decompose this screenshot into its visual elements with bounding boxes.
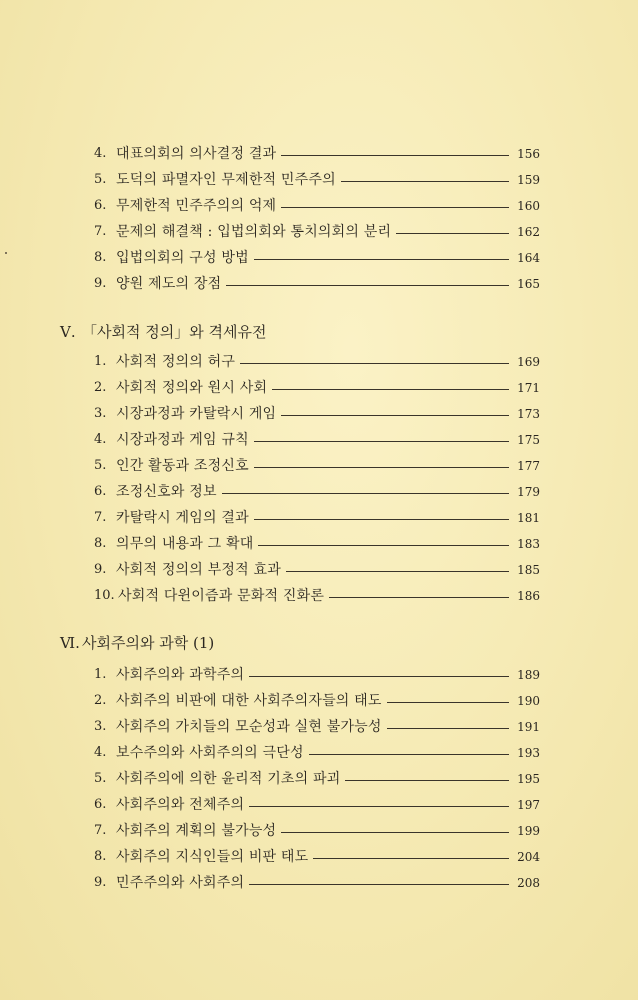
entry-number: 6.	[94, 198, 107, 213]
entry-title: 카탈락시 게임의 결과	[116, 510, 249, 526]
entry-page-number: 171	[517, 381, 540, 395]
entry-page-number: 164	[517, 251, 540, 265]
toc-entry[interactable]	[94, 740, 540, 766]
entry-number: 5.	[94, 172, 107, 187]
entry-number: 9.	[94, 875, 107, 890]
toc-entry[interactable]	[94, 193, 540, 219]
entry-page-number: 165	[517, 277, 540, 291]
entry-title: 대표의회의 의사결정 결과	[116, 146, 277, 162]
entry-page-number: 197	[517, 798, 540, 812]
toc-entry[interactable]	[94, 557, 540, 583]
dot-leader	[313, 858, 509, 859]
entry-title: 사회주의 지식인들의 비판 태도	[116, 849, 309, 865]
entry-title: 사회주의와 전체주의	[116, 797, 245, 813]
toc-entry[interactable]	[94, 505, 540, 531]
entry-page-number: 162	[517, 225, 540, 239]
entry-page-number: 179	[517, 485, 540, 499]
toc-entry[interactable]	[94, 141, 540, 167]
toc-entry[interactable]	[94, 662, 540, 688]
toc-entry[interactable]	[94, 167, 540, 193]
toc-entry[interactable]	[94, 870, 540, 896]
entry-number: 1.	[94, 667, 107, 682]
dot-leader	[272, 389, 509, 390]
section-title: 사회주의와 과학 (1)	[82, 634, 215, 652]
entry-page-number: 186	[517, 589, 540, 603]
entry-title: 조정신호와 정보	[116, 484, 217, 500]
entry-number: 4.	[94, 432, 107, 447]
entry-page-number: 195	[517, 772, 540, 786]
entry-number: 7.	[94, 510, 107, 525]
toc-entry[interactable]	[94, 219, 540, 245]
toc-entry[interactable]	[94, 375, 540, 401]
entry-title: 민주주의와 사회주의	[116, 875, 245, 891]
entry-title: 사회주의 비판에 대한 사회주의자들의 태도	[116, 693, 382, 709]
toc-entry[interactable]	[94, 349, 540, 375]
table-of-contents	[60, 141, 540, 896]
dot-leader	[396, 233, 509, 234]
entry-title: 사회적 다윈이즘과 문화적 진화론	[118, 588, 325, 604]
entry-title: 사회주의에 의한 윤리적 기초의 파괴	[116, 771, 341, 787]
dot-leader	[249, 806, 509, 807]
margin-speck	[5, 252, 7, 254]
dot-leader	[249, 676, 509, 677]
toc-entry[interactable]	[94, 766, 540, 792]
toc-entry[interactable]	[94, 844, 540, 870]
dot-leader	[254, 441, 509, 442]
dot-leader	[281, 832, 509, 833]
entry-number: 3.	[94, 406, 107, 421]
entry-title: 도덕의 파멸자인 무제한적 민주주의	[116, 172, 336, 188]
entry-title: 보수주의와 사회주의의 극단성	[116, 745, 304, 761]
toc-entry[interactable]	[94, 531, 540, 557]
toc-entry[interactable]	[94, 818, 540, 844]
entry-number: 6.	[94, 797, 107, 812]
entry-number: 7.	[94, 224, 107, 239]
dot-leader	[226, 285, 509, 286]
entry-page-number: 208	[517, 876, 540, 890]
dot-leader	[222, 493, 509, 494]
entry-page-number: 156	[517, 147, 540, 161]
entry-number: 5.	[94, 458, 107, 473]
dot-leader	[254, 467, 509, 468]
entry-page-number: 189	[517, 668, 540, 682]
entry-page-number: 190	[517, 694, 540, 708]
entry-number: 6.	[94, 484, 107, 499]
toc-entry[interactable]	[94, 271, 540, 297]
entry-page-number: 173	[517, 407, 540, 421]
section-heading-v[interactable]	[60, 319, 540, 345]
entry-number: 9.	[94, 562, 107, 577]
toc-entry[interactable]	[94, 714, 540, 740]
dot-leader	[249, 884, 509, 885]
toc-entry[interactable]	[94, 453, 540, 479]
entry-page-number: 159	[517, 173, 540, 187]
entry-number: 5.	[94, 771, 107, 786]
toc-entry[interactable]	[94, 688, 540, 714]
entry-title: 사회적 정의와 원시 사회	[116, 380, 268, 396]
entry-page-number: 185	[517, 563, 540, 577]
entry-page-number: 160	[517, 199, 540, 213]
entry-number: 10.	[94, 588, 115, 603]
entry-title: 문제의 해결책 : 입법의회와 통치의회의 분리	[116, 224, 392, 240]
entry-number: 3.	[94, 719, 107, 734]
entry-page-number: 193	[517, 746, 540, 760]
section-numeral: Ⅵ.	[60, 634, 80, 652]
entry-page-number: 204	[517, 850, 540, 864]
entry-number: 8.	[94, 536, 107, 551]
section-numeral: Ⅴ.	[60, 323, 76, 341]
dot-leader	[387, 728, 509, 729]
entry-title: 의무의 내용과 그 확대	[116, 536, 254, 552]
dot-leader	[240, 363, 509, 364]
entry-number: 2.	[94, 693, 107, 708]
entry-page-number: 181	[517, 511, 540, 525]
dot-leader	[329, 597, 509, 598]
dot-leader	[281, 207, 509, 208]
toc-entry[interactable]	[94, 583, 540, 609]
entry-title: 사회주의 계획의 불가능성	[116, 823, 277, 839]
toc-entry[interactable]	[94, 792, 540, 818]
entry-number: 9.	[94, 276, 107, 291]
dot-leader	[309, 754, 509, 755]
entry-title: 입법의회의 구성 방법	[116, 250, 249, 266]
entry-number: 4.	[94, 745, 107, 760]
dot-leader	[286, 571, 509, 572]
section-title: 「사회적 정의」와 격세유전	[82, 323, 267, 341]
entry-title: 사회적 정의의 부정적 효과	[116, 562, 281, 578]
dot-leader	[254, 519, 509, 520]
entry-title: 무제한적 민주주의의 억제	[116, 198, 277, 214]
section-heading-vi[interactable]	[60, 630, 540, 656]
toc-entry[interactable]	[94, 479, 540, 505]
entry-title: 양원 제도의 장점	[116, 276, 222, 292]
entry-title: 시장과정과 게임 규칙	[116, 432, 249, 448]
entry-number: 8.	[94, 849, 107, 864]
entry-page-number: 175	[517, 433, 540, 447]
entry-page-number: 199	[517, 824, 540, 838]
toc-entry[interactable]	[94, 427, 540, 453]
toc-entry[interactable]	[94, 245, 540, 271]
entry-page-number: 191	[517, 720, 540, 734]
dot-leader	[281, 155, 509, 156]
entry-title: 시장과정과 카탈락시 게임	[116, 406, 277, 422]
entry-page-number: 169	[517, 355, 540, 369]
entry-number: 1.	[94, 354, 107, 369]
dot-leader	[258, 545, 509, 546]
entry-title: 사회적 정의의 허구	[116, 354, 236, 370]
entry-title: 인간 활동과 조정신호	[116, 458, 249, 474]
entry-title: 사회주의와 과학주의	[116, 667, 245, 683]
dot-leader	[341, 181, 509, 182]
toc-entry[interactable]	[94, 401, 540, 427]
entry-number: 8.	[94, 250, 107, 265]
entry-number: 7.	[94, 823, 107, 838]
dot-leader	[345, 780, 509, 781]
entry-page-number: 183	[517, 537, 540, 551]
dot-leader	[254, 259, 509, 260]
entry-number: 2.	[94, 380, 107, 395]
entry-number: 4.	[94, 146, 107, 161]
dot-leader	[281, 415, 509, 416]
dot-leader	[387, 702, 509, 703]
entry-page-number: 177	[517, 459, 540, 473]
entry-title: 사회주의 가치들의 모순성과 실현 불가능성	[116, 719, 382, 735]
